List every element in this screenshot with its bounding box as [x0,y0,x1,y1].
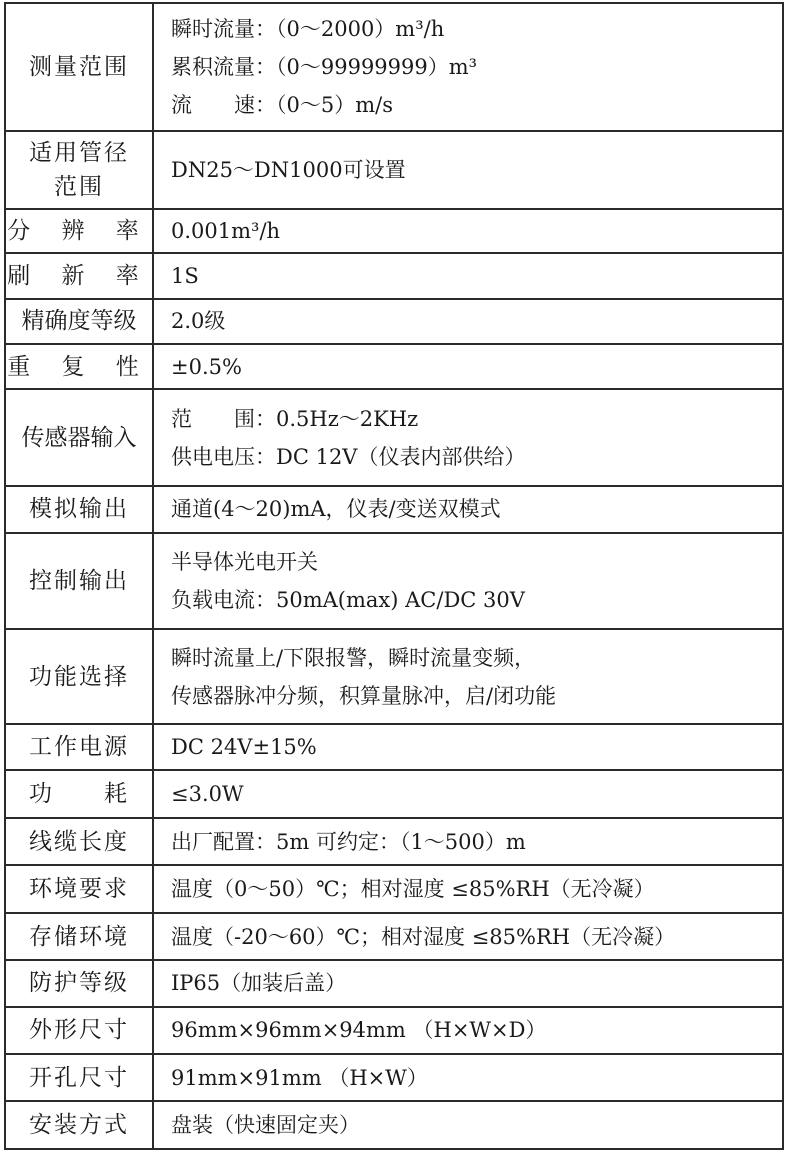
row-value [153,770,783,818]
row-value [153,533,783,630]
value-line: 累积流量：（0～99999999）m³ [171,55,478,80]
table-row [5,299,783,344]
table-row [5,1101,783,1149]
table-row [5,209,783,253]
value-line: DC 24V±15% [171,734,317,759]
row-value [153,724,783,769]
row-label [5,344,153,389]
row-value [153,344,783,389]
row-label: 存储环境 [5,913,153,960]
row-label: 传感器输入 [5,389,153,486]
row-value [153,865,783,912]
value-line: 1S [171,263,199,288]
row-label [5,253,153,298]
value-line: 2.0级 [171,309,226,334]
table-row [5,960,783,1006]
value-line: 半导体光电开关 [171,549,318,574]
table-row [5,770,783,818]
value-line: 通道(4～20)mA，仪表/变送双模式 [171,497,501,522]
row-label [5,131,153,209]
row-label-text: 适用管径范围 [29,139,129,200]
row-value [153,253,783,298]
row-value [153,3,783,131]
value-line: 出厂配置：5m 可约定：（1～500）m [171,829,526,854]
table-row [5,724,783,769]
table-row [5,1007,783,1054]
row-label: 测量范围 [5,3,153,131]
value-line: 盘装（快速固定夹） [171,1113,360,1138]
table-row [5,253,783,298]
value-line: 温度（-20～60）℃；相对湿度 ≤85%RH（无冷凝） [171,924,676,949]
row-label [5,209,153,253]
row-label: 精确度等级 [5,299,153,344]
value-line: 瞬时流量上/下限报警，瞬时流量变频， [171,645,536,670]
row-value [153,209,783,253]
row-label: 线缆长度 [5,818,153,865]
row-label: 工作电源 [5,724,153,769]
row-value [153,486,783,532]
row-value [153,1007,783,1054]
value-line: 传感器脉冲分频，积算量脉冲，启/闭功能 [171,683,557,708]
row-value [153,389,783,486]
row-label: 开孔尺寸 [5,1054,153,1101]
row-label-text: 刷 新 率 [7,262,151,289]
row-value [153,913,783,960]
value-line: 0.001m³/h [171,218,281,243]
value-line: ≤3.0W [171,781,244,806]
value-line: 瞬时流量：（0～2000）m³/h [171,17,445,42]
value-line: 温度（0～50）℃；相对湿度 ≤85%RH（无冷凝） [171,877,655,902]
row-value [153,629,783,724]
table-row [5,913,783,960]
row-label-text: 分 辨 率 [7,217,151,244]
value-line: 负载电流：50mA(max) AC/DC 30V [171,587,525,612]
table-row [5,533,783,630]
table-row [5,131,783,209]
row-value [153,131,783,209]
table-row [5,629,783,724]
table-row [5,344,783,389]
row-value [153,960,783,1006]
row-label: 功 耗 [5,770,153,818]
value-line: IP65（加装后盖） [171,971,347,996]
row-label: 控制输出 [5,533,153,630]
row-label: 模拟输出 [5,486,153,532]
value-line: ±0.5% [171,354,242,379]
table-row [5,389,783,486]
value-line: 91mm×91mm （H×W） [171,1065,428,1090]
row-label: 外形尺寸 [5,1007,153,1054]
table-row [5,865,783,912]
table-row [5,486,783,532]
row-label: 防护等级 [5,960,153,1006]
row-value [153,818,783,865]
row-value [153,1054,783,1101]
value-line: 96mm×96mm×94mm （H×W×D） [171,1018,547,1043]
table-row [5,818,783,865]
row-label-text: 重 复 性 [7,353,151,380]
table-row [5,3,783,131]
spec-table [4,2,784,1150]
row-label: 安装方式 [5,1101,153,1149]
row-label: 环境要求 [5,865,153,912]
value-line: DN25～DN1000可设置 [171,157,406,182]
row-label: 功能选择 [5,629,153,724]
table-row [5,1054,783,1101]
value-line: 范 围：0.5Hz～2KHz [171,406,419,431]
value-line: 流 速：（0～5）m/s [171,93,393,118]
row-value [153,299,783,344]
value-line: 供电电压：DC 12V（仪表内部供给） [171,444,526,469]
row-value [153,1101,783,1149]
